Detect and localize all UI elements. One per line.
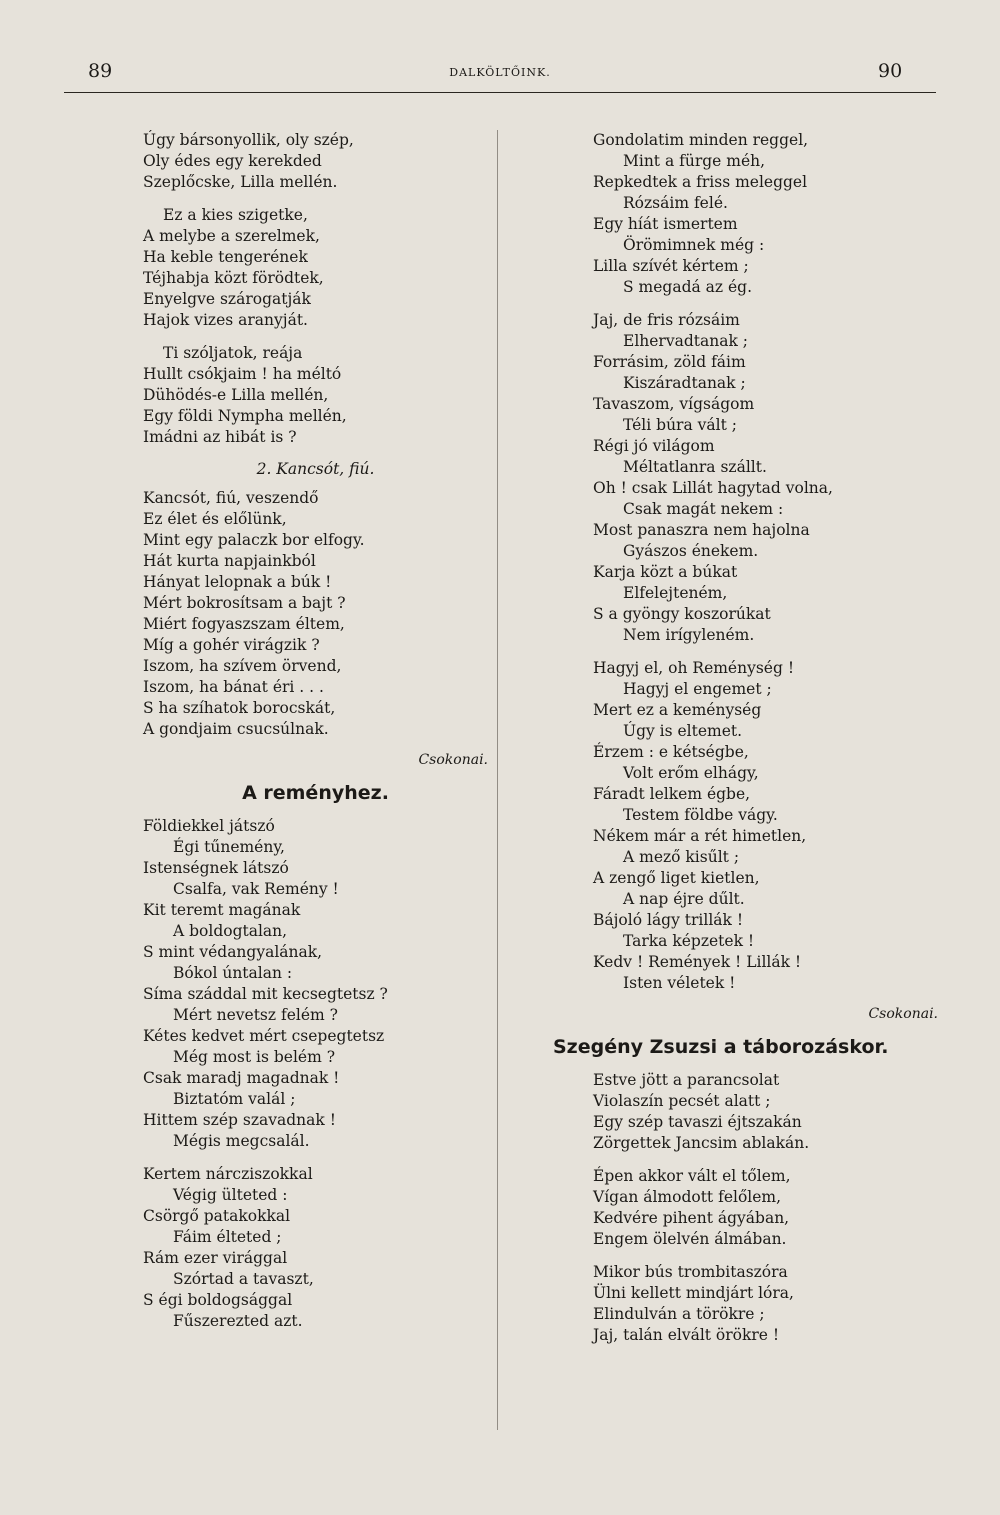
- verse-line: Kancsót, fiú, veszendő: [143, 489, 319, 507]
- verse-line: Oh ! csak Lillát hagytad volna,: [593, 479, 833, 497]
- verse-line: Nékem már a rét himetlen,: [593, 827, 807, 845]
- verse-line: Mint egy palaczk bor elfogy.: [143, 531, 365, 549]
- verse-line: S megadá az ég.: [623, 278, 753, 296]
- verse-line: Egy szép tavaszi éjtszakán: [593, 1113, 802, 1131]
- verse-line: Érzem : e kétségbe,: [593, 743, 749, 761]
- left-page-number: 89: [88, 60, 113, 82]
- verse-line: Repkedtek a friss meleggel: [593, 173, 808, 191]
- stanza: [593, 1070, 938, 1154]
- verse-line: Lilla szívét kértem ;: [593, 257, 749, 275]
- verse-line: Égi tűnemény,: [173, 838, 285, 856]
- verse-line: Míg a gohér virágzik ?: [143, 636, 320, 654]
- stanza: [593, 1166, 938, 1250]
- verse-line: Kit teremt magának: [143, 901, 301, 919]
- stanza: [593, 1262, 938, 1346]
- header-rule: [64, 92, 936, 93]
- verse-line: Csörgő patakokkal: [143, 1207, 291, 1225]
- verse-line: Elhervadtanak ;: [623, 332, 748, 350]
- verse-line: Bájoló lágy trillák !: [593, 911, 744, 929]
- verse-line: Istenségnek látszó: [143, 859, 289, 877]
- verse-line: Mert ez a keménység: [593, 701, 762, 719]
- verse-line: Gyászos énekem.: [623, 542, 759, 560]
- verse-line: Épen akkor vált el tőlem,: [593, 1167, 791, 1185]
- verse-line: Csalfa, vak Remény !: [173, 880, 339, 898]
- verse-line: Mikor bús trombitaszóra: [593, 1263, 788, 1281]
- verse-line: Jaj, talán elvált örökre !: [593, 1326, 780, 1344]
- verse-line: Ti szóljatok, reája: [163, 344, 303, 362]
- verse-line: Iszom, ha bánat éri . . .: [143, 678, 324, 696]
- verse-line: Kedvére pihent ágyában,: [593, 1209, 790, 1227]
- verse-line: Elindulván a törökre ;: [593, 1305, 765, 1323]
- verse-line: Még most is belém ?: [173, 1048, 336, 1066]
- verse-line: Elfelejteném,: [623, 584, 728, 602]
- verse-line: Síma száddal mit kecsegtetsz ?: [143, 985, 388, 1003]
- verse-line: Örömimnek még :: [623, 236, 765, 254]
- verse-line: S ha szíhatok borocskát,: [143, 699, 336, 717]
- verse-line: Forrásim, zöld fáim: [593, 353, 746, 371]
- verse-line: Kiszáradtanak ;: [623, 374, 746, 392]
- verse-line: Biztatóm valál ;: [173, 1090, 296, 1108]
- verse-line: A gondjaim csucsúlnak.: [143, 720, 329, 738]
- verse-line: Fűszerezted azt.: [173, 1312, 303, 1330]
- verse-line: Hagyj el, oh Reménység !: [593, 659, 795, 677]
- verse-line: S a gyöngy koszorúkat: [593, 605, 771, 623]
- verse-line: Kertem nárcziszokkal: [143, 1165, 313, 1183]
- verse-line: Jaj, de fris rózsáim: [593, 311, 740, 329]
- verse-line: A zengő liget kietlen,: [593, 869, 760, 887]
- verse-line: Csak magát nekem :: [623, 500, 784, 518]
- stanza: [143, 343, 488, 448]
- verse-line: Hányat lelopnak a búk !: [143, 573, 332, 591]
- author-signature: Csokonai.: [418, 752, 488, 768]
- verse-line: Téli búra vált ;: [623, 416, 737, 434]
- verse-line: Rózsáim felé.: [623, 194, 728, 212]
- poem-title: Szegény Zsuzsi a táborozáskor.: [553, 1036, 889, 1058]
- verse-line: Testem földbe vágy.: [623, 806, 778, 824]
- verse-line: Mért bokrosítsam a bajt ?: [143, 594, 346, 612]
- verse-line: Volt erőm elhágy,: [623, 764, 759, 782]
- column-divider: [497, 130, 498, 1430]
- verse-line: Hajok vizes aranyját.: [143, 311, 308, 329]
- verse-line: Kedv ! Remények ! Lillák !: [593, 953, 802, 971]
- author-signature: Csokonai.: [868, 1006, 938, 1022]
- verse-line: Tavaszom, vígságom: [593, 395, 755, 413]
- verse-line: Hittem szép szavadnak !: [143, 1111, 336, 1129]
- verse-line: Úgy is eltemet.: [623, 722, 743, 740]
- stanza: [143, 1164, 488, 1332]
- poem-title: A reményhez.: [242, 782, 389, 804]
- verse-line: Most panaszra nem hajolna: [593, 521, 810, 539]
- verse-line: Oly édes egy kerekded: [143, 152, 322, 170]
- stanza: [593, 310, 938, 646]
- verse-line: Iszom, ha szívem örvend,: [143, 657, 342, 675]
- verse-line: Hullt csókjaim ! ha méltó: [143, 365, 342, 383]
- stanza: [593, 658, 938, 994]
- verse-line: A melybe a szerelmek,: [143, 227, 320, 245]
- verse-line: A nap éjre dűlt.: [623, 890, 745, 908]
- poem-subtitle: 2. Kancsót, fiú.: [256, 460, 375, 478]
- verse-line: Estve jött a parancsolat: [593, 1071, 780, 1089]
- verse-line: Úgy bársonyollik, oly szép,: [143, 131, 354, 149]
- right-page-number: 90: [878, 60, 903, 82]
- verse-line: A mező kisűlt ;: [623, 848, 740, 866]
- verse-line: Vígan álmodott felőlem,: [593, 1188, 782, 1206]
- verse-line: Rám ezer virággal: [143, 1249, 288, 1267]
- verse-line: Enyelgve szárogatják: [143, 290, 311, 308]
- stanza: [143, 205, 488, 331]
- verse-line: Egy híát ismertem: [593, 215, 738, 233]
- verse-line: Imádni az hibát is ?: [143, 428, 297, 446]
- verse-line: Ez a kies szigetke,: [163, 206, 308, 224]
- verse-line: Csak maradj magadnak !: [143, 1069, 340, 1087]
- verse-line: A boldogtalan,: [173, 922, 288, 940]
- verse-line: Hagyj el engemet ;: [623, 680, 772, 698]
- verse-line: Hát kurta napjainkból: [143, 552, 316, 570]
- verse-line: Engem ölelvén álmában.: [593, 1230, 787, 1248]
- stanza: [143, 130, 488, 193]
- verse-line: Ülni kellett mindjárt lóra,: [593, 1284, 794, 1302]
- verse-line: Végig ülteted :: [173, 1186, 288, 1204]
- verse-line: Mint a fürge méh,: [623, 152, 766, 170]
- verse-line: S mint védangyalának,: [143, 943, 323, 961]
- verse-line: Isten véletek !: [623, 974, 736, 992]
- running-title: DALKÖLTŐINK.: [449, 66, 551, 79]
- verse-line: Méltatlanra szállt.: [623, 458, 767, 476]
- verse-line: Szeplőcske, Lilla mellén.: [143, 173, 338, 191]
- verse-line: Egy földi Nympha mellén,: [143, 407, 347, 425]
- verse-line: Szórtad a tavaszt,: [173, 1270, 314, 1288]
- verse-line: Mért nevetsz felém ?: [173, 1006, 338, 1024]
- verse-line: Dühödés-e Lilla mellén,: [143, 386, 329, 404]
- verse-line: Miért fogyaszszam éltem,: [143, 615, 345, 633]
- verse-line: Ha keble tengerének: [143, 248, 308, 266]
- stanza: [593, 130, 938, 298]
- verse-line: Régi jó világom: [593, 437, 715, 455]
- verse-line: Ez élet és előlünk,: [143, 510, 287, 528]
- verse-line: Tarka képzetek !: [623, 932, 755, 950]
- verse-line: Bókol úntalan :: [173, 964, 293, 982]
- verse-line: Violaszín pecsét alatt ;: [593, 1092, 771, 1110]
- verse-line: Földiekkel játszó: [143, 817, 275, 835]
- verse-line: Zörgettek Jancsim ablakán.: [593, 1134, 810, 1152]
- stanza: [143, 816, 488, 1152]
- left-column: [143, 130, 488, 1344]
- verse-line: Fáim élteted ;: [173, 1228, 282, 1246]
- verse-line: S égi boldogsággal: [143, 1291, 293, 1309]
- verse-line: Karja közt a búkat: [593, 563, 738, 581]
- verse-line: Téjhabja közt förödtek,: [143, 269, 324, 287]
- verse-line: Gondolatim minden reggel,: [593, 131, 809, 149]
- verse-line: Fáradt lelkem égbe,: [593, 785, 751, 803]
- stanza: [143, 488, 488, 740]
- right-column: [553, 130, 938, 1358]
- verse-line: Nem irígyleném.: [623, 626, 755, 644]
- verse-line: Mégis megcsalál.: [173, 1132, 310, 1150]
- verse-line: Kétes kedvet mért csepegtetsz: [143, 1027, 385, 1045]
